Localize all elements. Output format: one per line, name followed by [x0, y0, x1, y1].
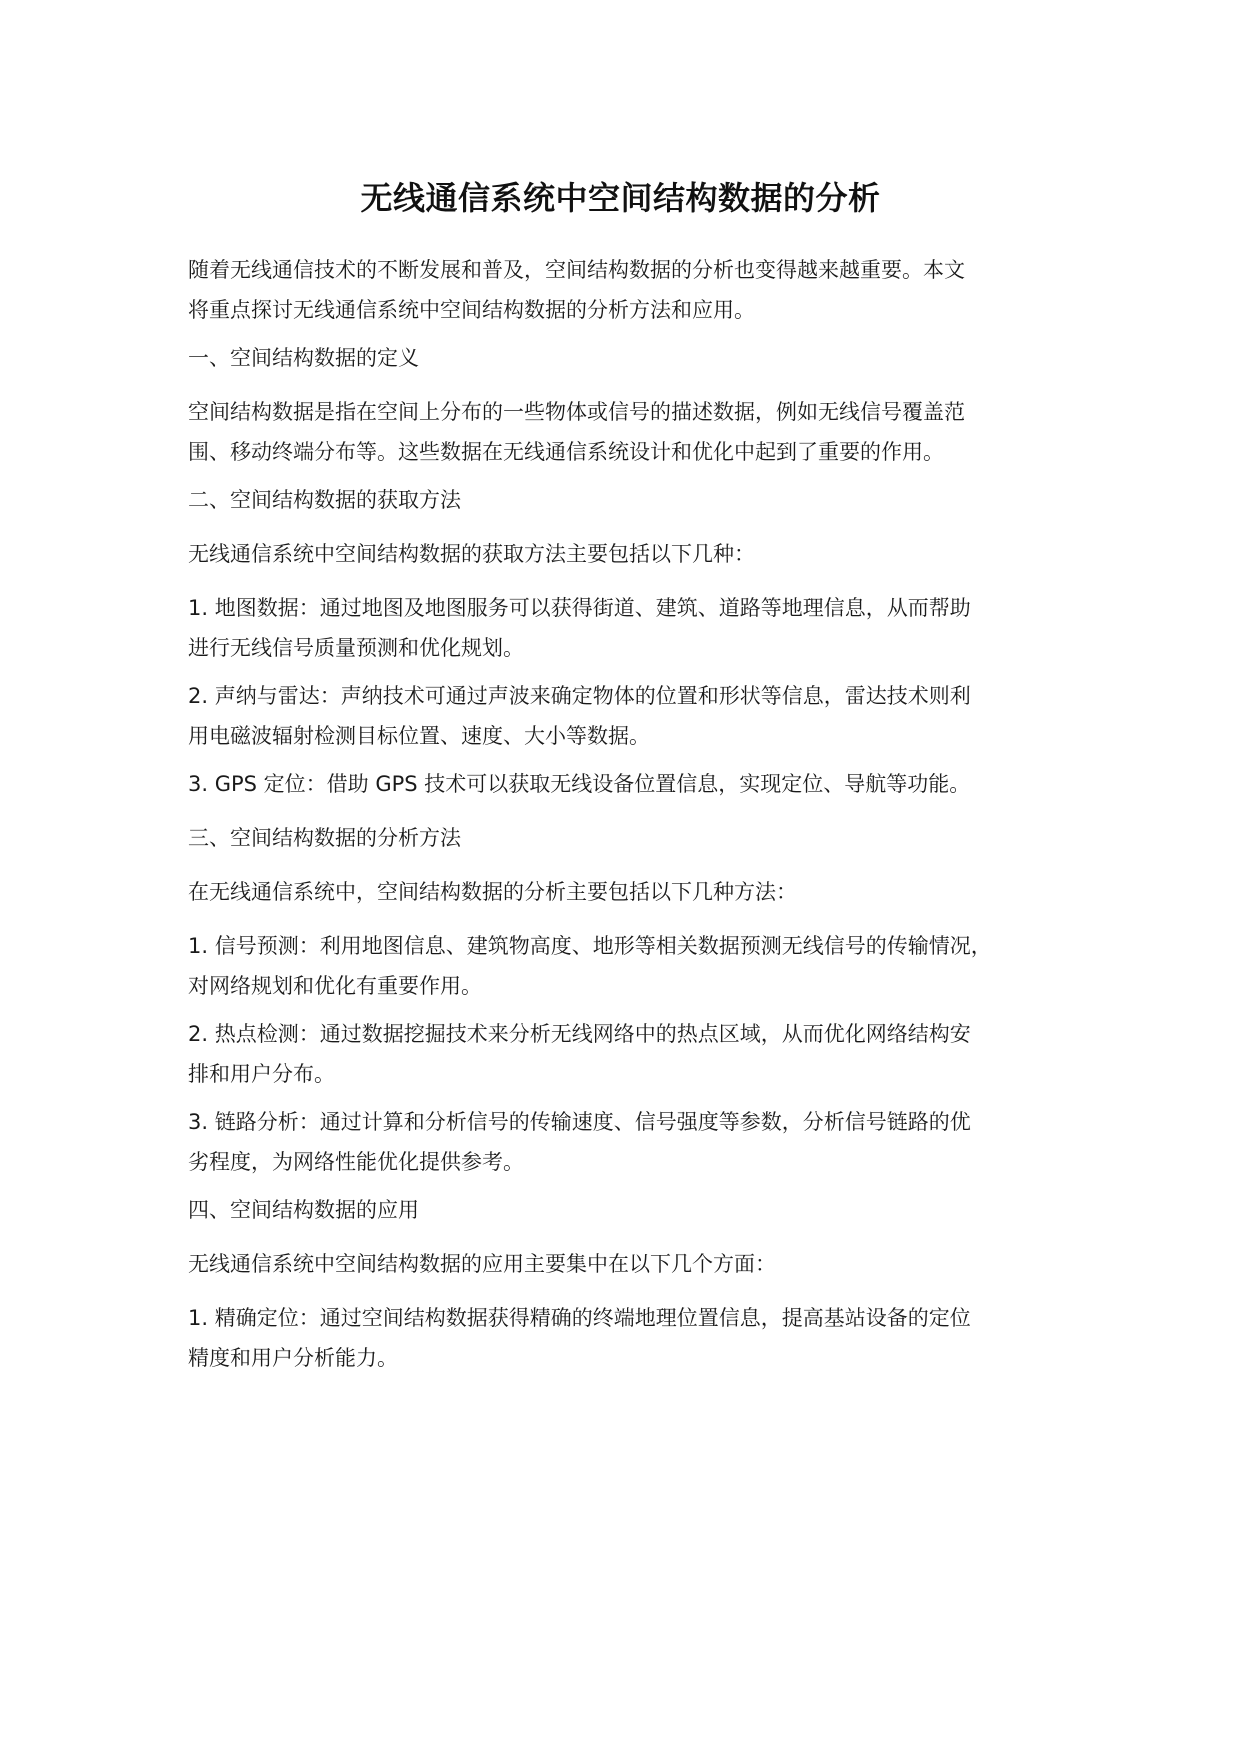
text-line: 无线通信系统中空间结构数据的获取方法主要包括以下几种：: [188, 542, 755, 566]
text-line: 3. GPS 定位：借助 GPS 技术可以获取无线设备位置信息，实现定位、导航等功能。: [188, 772, 971, 796]
list-item-precise-positioning: [188, 1298, 1078, 1378]
text-line: 四、空间结构数据的应用: [188, 1198, 419, 1222]
text-line: 空间结构数据是指在空间上分布的一些物体或信号的描述数据，例如无线信号覆盖范: [188, 400, 965, 424]
section-heading-2: [188, 480, 1078, 520]
text-line: 劣程度，为网络性能优化提供参考。: [188, 1150, 524, 1174]
list-item-gps: [188, 764, 1078, 804]
list-item-signal-prediction: [188, 926, 1078, 1006]
list-item-sonar-radar: [188, 676, 1078, 756]
section-heading-1: [188, 338, 1078, 378]
list-item-map-data: [188, 588, 1078, 668]
intro-paragraph: [188, 250, 1078, 330]
list-item-hotspot-detection: [188, 1014, 1078, 1094]
text-line: 二、空间结构数据的获取方法: [188, 488, 461, 512]
section-2-intro: [188, 534, 1078, 574]
text-line: 2. 声纳与雷达：声纳技术可通过声波来确定物体的位置和形状等信息，雷达技术则利: [188, 684, 971, 708]
text-line: 1. 信号预测：利用地图信息、建筑物高度、地形等相关数据预测无线信号的传输情况，: [188, 934, 992, 958]
text-line: 排和用户分布。: [188, 1062, 335, 1086]
section-4-intro: [188, 1244, 1078, 1284]
document-title: 无线通信系统中空间结构数据的分析: [360, 179, 881, 217]
text-line: 用电磁波辐射检测目标位置、速度、大小等数据。: [188, 724, 650, 748]
text-line: 1. 地图数据：通过地图及地图服务可以获得街道、建筑、道路等地理信息，从而帮助: [188, 596, 971, 620]
list-item-link-analysis: [188, 1102, 1078, 1182]
text-line: 一、空间结构数据的定义: [188, 346, 419, 370]
text-line: 3. 链路分析：通过计算和分析信号的传输速度、信号强度等参数，分析信号链路的优: [188, 1110, 971, 1134]
text-line: 对网络规划和优化有重要作用。: [188, 974, 482, 998]
text-line: 2. 热点检测：通过数据挖掘技术来分析无线网络中的热点区域，从而优化网络结构安: [188, 1022, 971, 1046]
text-line: 三、空间结构数据的分析方法: [188, 826, 461, 850]
text-line: 无线通信系统中空间结构数据的应用主要集中在以下几个方面：: [188, 1252, 776, 1276]
text-line: 在无线通信系统中，空间结构数据的分析主要包括以下几种方法：: [188, 880, 797, 904]
section-1-paragraph: [188, 392, 1078, 472]
section-3-intro: [188, 872, 1078, 912]
text-line: 随着无线通信技术的不断发展和普及，空间结构数据的分析也变得越来越重要。本文: [188, 258, 965, 282]
text-line: 精度和用户分析能力。: [188, 1346, 398, 1370]
section-heading-4: [188, 1190, 1078, 1230]
text-line: 1. 精确定位：通过空间结构数据获得精确的终端地理位置信息，提高基站设备的定位: [188, 1306, 971, 1330]
text-line: 围、移动终端分布等。这些数据在无线通信系统设计和优化中起到了重要的作用。: [188, 440, 944, 464]
text-line: 进行无线信号质量预测和优化规划。: [188, 636, 524, 660]
section-heading-3: [188, 818, 1078, 858]
text-line: 将重点探讨无线通信系统中空间结构数据的分析方法和应用。: [188, 298, 755, 322]
